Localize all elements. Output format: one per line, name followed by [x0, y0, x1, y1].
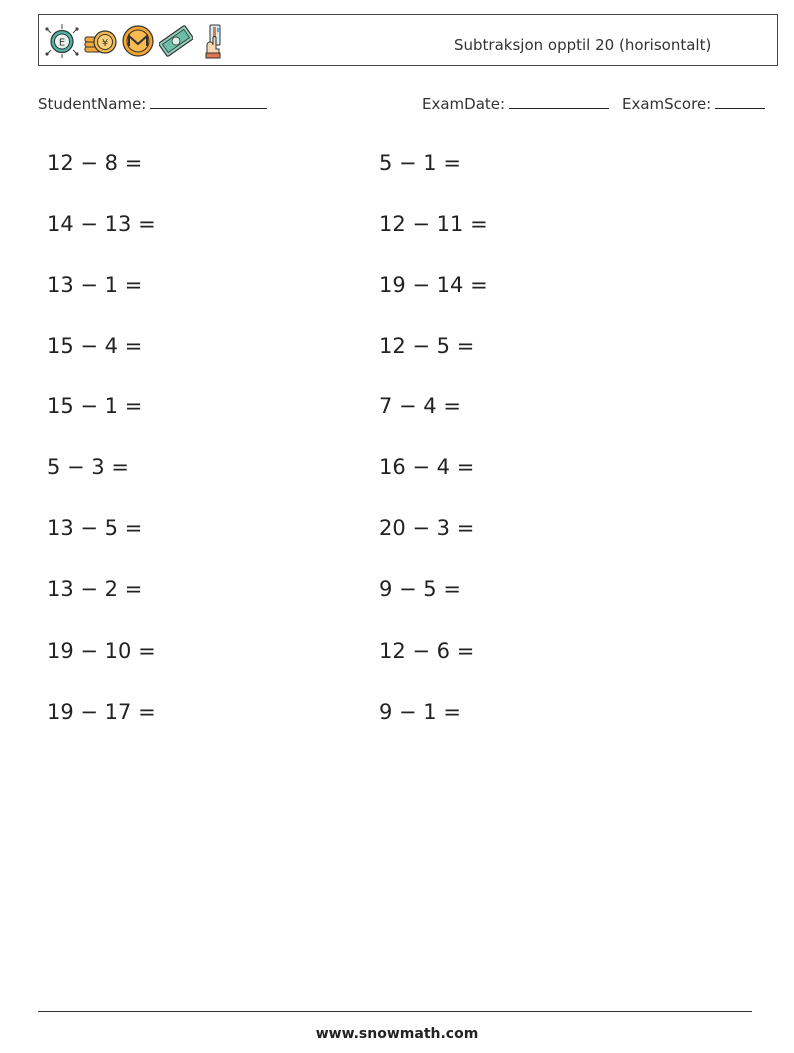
problem-right-10: 9 − 1 = — [379, 700, 461, 724]
problem-left-8: 13 − 2 = — [47, 577, 143, 601]
problem-left-10: 19 − 17 = — [47, 700, 156, 724]
problem-left-4: 15 − 4 = — [47, 334, 143, 358]
student-name-label: StudentName: — [38, 95, 147, 113]
exam-date-label: ExamDate: — [422, 95, 506, 113]
problem-left-1: 12 − 8 = — [47, 151, 143, 175]
worksheet-title: Subtraksjon opptil 20 (horisontalt) — [454, 36, 712, 54]
exam-date-field — [422, 92, 609, 114]
footer-url[interactable]: www.snowmath.com — [315, 1026, 479, 1042]
footer-divider — [38, 1011, 752, 1012]
hand-card-icon — [197, 23, 231, 59]
problem-right-2: 12 − 11 = — [379, 212, 488, 236]
problem-left-6: 5 − 3 = — [47, 455, 129, 479]
student-name-blank[interactable] — [150, 92, 267, 109]
problem-right-9: 12 − 6 = — [379, 639, 475, 663]
crypto-coin-icon — [45, 23, 79, 59]
problem-right-5: 7 − 4 = — [379, 394, 461, 418]
problem-left-2: 14 − 13 = — [47, 212, 156, 236]
coin-stack-icon — [83, 23, 117, 59]
problem-right-8: 9 − 5 = — [379, 577, 461, 601]
problem-right-3: 19 − 14 = — [379, 273, 488, 297]
header-icons — [45, 21, 235, 61]
header-box — [38, 14, 778, 66]
banknote-icon — [159, 23, 193, 59]
problem-right-7: 20 − 3 = — [379, 516, 475, 540]
problem-right-4: 12 − 5 = — [379, 334, 475, 358]
problem-left-9: 19 − 10 = — [47, 639, 156, 663]
exam-score-blank[interactable] — [715, 92, 765, 109]
problem-left-5: 15 − 1 = — [47, 394, 143, 418]
monero-coin-icon — [121, 23, 155, 59]
problem-right-1: 5 − 1 = — [379, 151, 461, 175]
problem-left-7: 13 − 5 = — [47, 516, 143, 540]
exam-date-blank[interactable] — [509, 92, 609, 109]
exam-score-label: ExamScore: — [622, 95, 712, 113]
problem-right-6: 16 − 4 = — [379, 455, 475, 479]
student-name-field — [38, 92, 267, 114]
exam-score-field — [622, 92, 765, 114]
svg-text:¥: ¥ — [101, 38, 109, 49]
problem-left-3: 13 − 1 = — [47, 273, 143, 297]
svg-text:E: E — [58, 37, 66, 49]
